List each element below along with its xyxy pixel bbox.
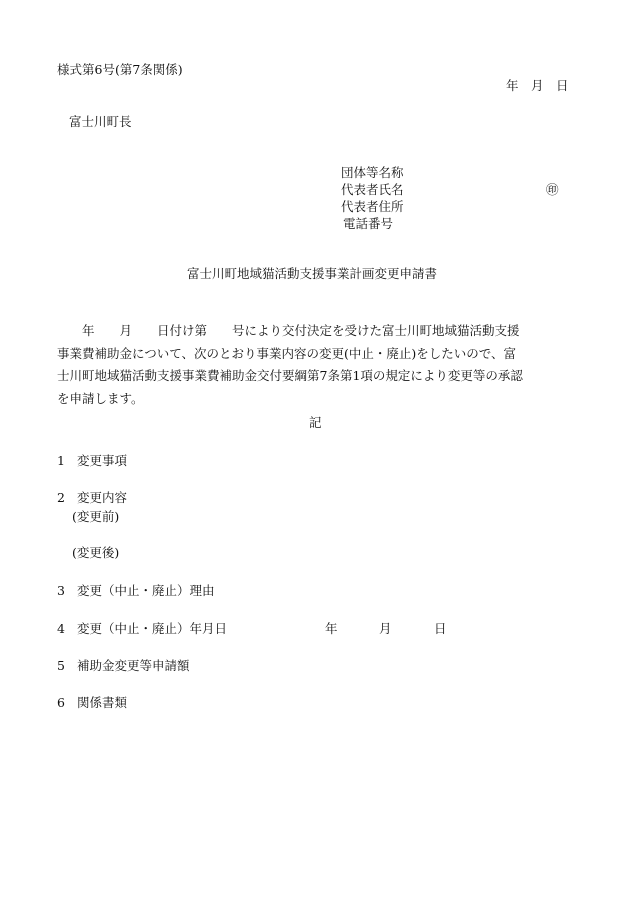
- item-number: 6: [57, 695, 65, 710]
- body-line: 年 月 日付け第 号により交付決定を受けた富士川町地域猫活動支援: [57, 323, 520, 338]
- document-title: 富士川町地域猫活動支援事業計画変更申請書: [187, 266, 438, 281]
- item-6: [57, 697, 127, 710]
- form-number: 様式第6号(第7条関係): [57, 62, 183, 77]
- item-4: [57, 623, 227, 636]
- item-number: 3: [57, 583, 65, 598]
- addressee: 富士川町長: [69, 114, 132, 129]
- seal-mark: ㊞: [546, 182, 559, 197]
- item-number: 1: [57, 453, 65, 468]
- item-label: 変更事項: [77, 453, 128, 468]
- item-number: 5: [57, 658, 65, 673]
- phone-label: 電話番号: [343, 216, 394, 231]
- item-3: [57, 585, 215, 598]
- date-line: 年 月 日: [506, 78, 569, 93]
- item-2: [57, 492, 127, 505]
- rep-address-label: 代表者住所: [341, 199, 404, 214]
- change-after-label: (変更後): [72, 545, 120, 560]
- item-label: 関係書類: [77, 695, 128, 710]
- item-number: 4: [57, 621, 65, 636]
- body-line: を申請します。: [57, 390, 144, 406]
- body-line: 事業費補助金について、次のとおり事業内容の変更(中止・廃止)をしたいので、富: [57, 345, 517, 361]
- rep-name-label: 代表者氏名: [341, 182, 404, 197]
- change-before-label: (変更前): [72, 509, 120, 524]
- date-year-label: 年: [325, 621, 338, 636]
- item-1: [57, 455, 127, 468]
- item-number: 2: [57, 490, 65, 505]
- body-paragraph: [57, 320, 577, 410]
- date-month-label: 月: [379, 621, 392, 636]
- item-label: 変更（中止・廃止）年月日: [77, 621, 228, 636]
- item-label: 補助金変更等申請額: [77, 658, 190, 673]
- ki-heading: 記: [309, 415, 322, 430]
- item-label: 変更内容: [77, 490, 128, 505]
- item-5: [57, 660, 190, 673]
- org-name-label: 団体等名称: [341, 165, 404, 180]
- body-line: 士川町地域猫活動支援事業費補助金交付要綱第7条第1項の規定により変更等の承認: [57, 368, 523, 383]
- date-day-label: 日: [434, 621, 447, 636]
- item-label: 変更（中止・廃止）理由: [77, 583, 215, 598]
